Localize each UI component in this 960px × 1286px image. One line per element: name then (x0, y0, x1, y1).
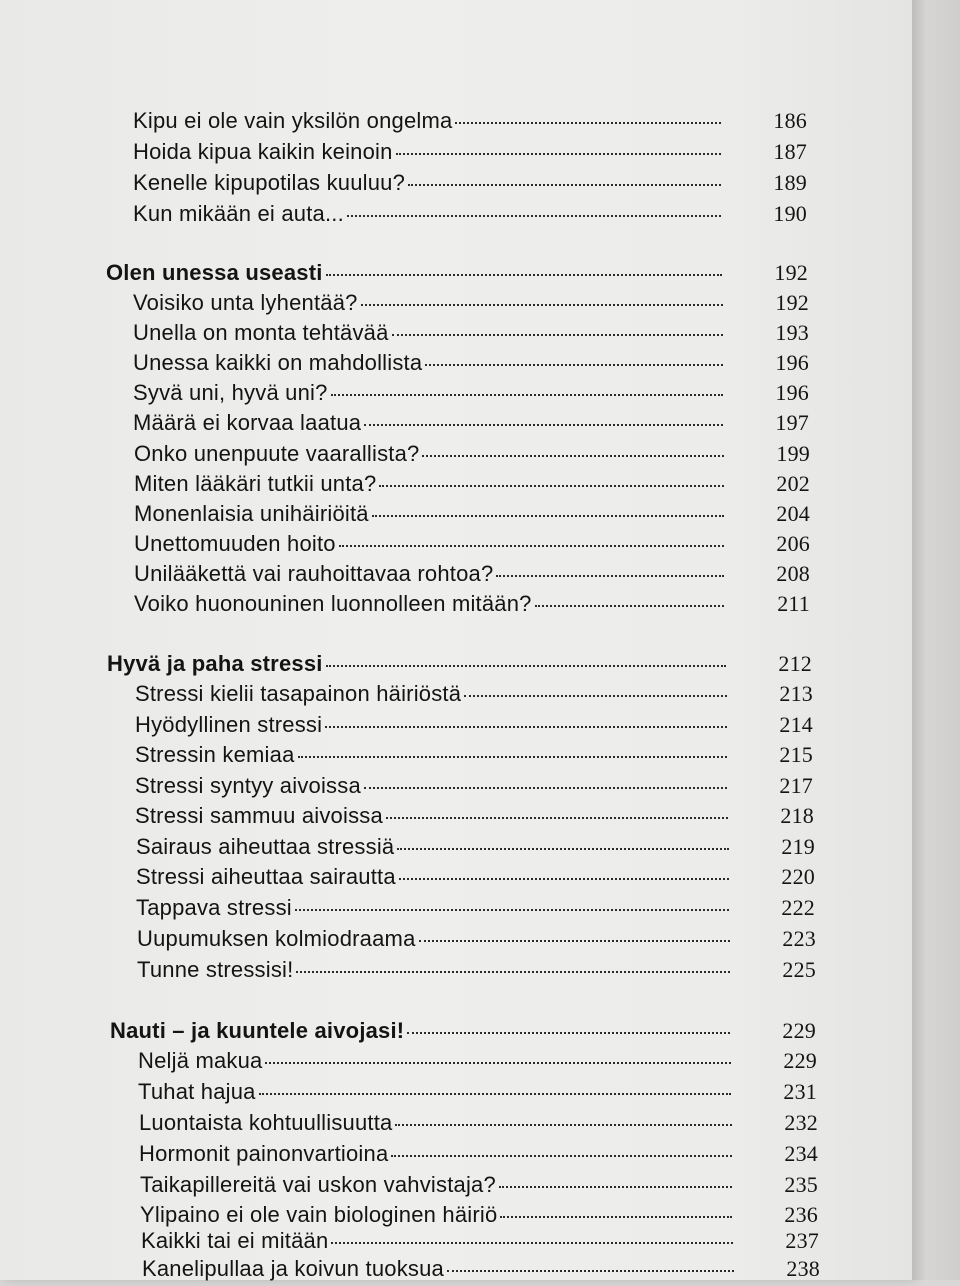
toc-chapter (110, 1018, 816, 1048)
dot-leader (379, 485, 724, 487)
dot-leader (500, 1216, 732, 1218)
toc-entry-title: Tuhat hajua (138, 1079, 256, 1104)
toc-entry-page: 211 (777, 591, 810, 616)
toc-entry-title: Stressi sammuu aivoissa (135, 803, 383, 828)
toc-entry-page: 232 (784, 1110, 818, 1135)
toc-entry (133, 410, 809, 440)
toc-entry-title: Unettomuuden hoito (134, 531, 336, 556)
toc-entry (138, 1079, 817, 1109)
toc-entry (135, 803, 814, 833)
toc-entry (133, 290, 809, 320)
toc-entry-page: 187 (773, 139, 807, 164)
toc-entry-page: 213 (779, 681, 813, 706)
toc-entry-page: 196 (775, 380, 809, 405)
toc-entry-page: 204 (776, 501, 810, 526)
toc-entry-title: Tappava stressi (136, 895, 292, 920)
dot-leader (296, 971, 730, 973)
toc-entry-title: Unilääkettä vai rauhoittavaa rohtoa? (134, 561, 494, 586)
toc-entry (133, 201, 807, 231)
dot-leader (364, 424, 723, 426)
dot-leader (295, 909, 729, 911)
dot-leader (339, 545, 724, 547)
dot-leader (347, 215, 721, 217)
toc-entry-page: 192 (775, 290, 809, 315)
toc-entry-page: 236 (784, 1202, 818, 1227)
toc-entry (135, 712, 813, 742)
toc-entry-title: Luontaista kohtuullisuutta (139, 1110, 393, 1135)
toc-entry-title: Monenlaisia unihäiriöitä (134, 501, 369, 526)
toc-entry-title: Uupumuksen kolmiodraama (137, 926, 416, 951)
dot-leader (259, 1093, 731, 1095)
toc-entry-page: 214 (779, 712, 813, 737)
toc-entry (134, 531, 810, 561)
toc-entry-page: 199 (776, 441, 810, 466)
toc-entry-title: Kenelle kipupotilas kuuluu? (133, 170, 406, 195)
toc-entry (142, 1256, 820, 1286)
toc-entry-page: 189 (773, 170, 807, 195)
dot-leader (326, 665, 726, 667)
toc-entry-title: Neljä makua (138, 1048, 263, 1073)
dot-leader (396, 153, 721, 155)
dot-leader (361, 304, 723, 306)
toc-entry (134, 471, 810, 501)
toc-entry-page: 197 (775, 410, 809, 435)
toc-entry-page: 237 (785, 1228, 819, 1253)
toc-entry-title: Hyödyllinen stressi (135, 712, 323, 737)
toc-entry (134, 561, 810, 591)
toc-entry (134, 591, 810, 621)
toc-entry-title: Hormonit painonvartioina (139, 1141, 389, 1166)
toc-entry-title: Kun mikään ei auta... (133, 201, 344, 226)
toc-entry-page: 222 (781, 895, 815, 920)
toc-entry (135, 742, 813, 772)
dot-leader (419, 940, 730, 942)
toc-entry-title: Sairaus aiheuttaa stressiä (136, 834, 395, 859)
dot-leader (372, 515, 724, 517)
book-page-edge (912, 0, 960, 1280)
toc-entry-page: 231 (783, 1079, 817, 1104)
dot-leader (496, 575, 724, 577)
dot-leader (298, 756, 727, 758)
toc-entry-title: Unessa kaikki on mahdollista (133, 350, 423, 375)
dot-leader (408, 184, 721, 186)
toc-entry (136, 895, 815, 925)
toc-entry (133, 380, 809, 410)
toc-entry-title: Unella on monta tehtävää (133, 320, 389, 345)
dot-leader (325, 726, 727, 728)
toc-entry-title: Syvä uni, hyvä uni? (133, 380, 328, 405)
toc-entry (134, 441, 810, 471)
dot-leader (364, 787, 727, 789)
dot-leader (455, 122, 721, 124)
toc-entry (138, 1048, 817, 1078)
toc-entry (139, 1110, 818, 1140)
toc-entry-page: 219 (781, 834, 815, 859)
dot-leader (464, 695, 727, 697)
toc-chapter-title: Olen unessa useasti (106, 260, 323, 285)
toc-chapter-page: 212 (778, 651, 812, 676)
dot-leader (535, 605, 724, 607)
dot-leader (395, 1124, 732, 1126)
toc-entry-page: 215 (779, 742, 813, 767)
toc-entry-page: 186 (773, 108, 807, 133)
dot-leader (331, 1242, 733, 1244)
dot-leader (425, 364, 723, 366)
dot-leader (447, 1270, 734, 1272)
toc-entry-title: Stressi aiheuttaa sairautta (136, 864, 396, 889)
toc-entry (135, 773, 813, 803)
dot-leader (331, 394, 723, 396)
toc-entry (133, 170, 807, 200)
toc-entry (134, 501, 810, 531)
toc-entry-title: Voiko huonouninen luonnolleen mitään? (134, 591, 532, 616)
toc-entry (133, 350, 809, 380)
toc-entry (133, 139, 807, 169)
toc-entry-page: 234 (784, 1141, 818, 1166)
dot-leader (265, 1062, 731, 1064)
toc-entry (136, 864, 815, 894)
toc-entry-page: 238 (786, 1256, 820, 1281)
toc-entry-page: 220 (781, 864, 815, 889)
toc-entry-page: 235 (784, 1172, 818, 1197)
toc-entry (137, 957, 816, 987)
toc-entry-page: 202 (776, 471, 810, 496)
toc-chapter-page: 229 (782, 1018, 816, 1043)
toc-entry-title: Taikapillereitä vai uskon vahvistaja? (140, 1172, 496, 1197)
toc-entry-title: Stressin kemiaa (135, 742, 295, 767)
toc-entry-page: 223 (782, 926, 816, 951)
toc-chapter (107, 651, 812, 681)
toc-entry-page: 218 (780, 803, 814, 828)
dot-leader (407, 1032, 730, 1034)
toc-entry-page: 206 (776, 531, 810, 556)
toc-entry-page: 196 (775, 350, 809, 375)
toc-entry-page: 217 (779, 773, 813, 798)
toc-entry-title: Ylipaino ei ole vain biologinen häiriö (140, 1202, 498, 1227)
toc-entry (133, 108, 807, 138)
toc-chapter (106, 260, 808, 290)
toc-entry-title: Miten lääkäri tutkii unta? (134, 471, 377, 496)
dot-leader (399, 878, 729, 880)
dot-leader (392, 334, 723, 336)
toc-entry-title: Tunne stressisi! (137, 957, 294, 982)
dot-leader (422, 455, 724, 457)
toc-entry-title: Kipu ei ole vain yksilön ongelma (133, 108, 453, 133)
toc-entry-page: 193 (775, 320, 809, 345)
toc-entry-title: Määrä ei korvaa laatua (133, 410, 362, 435)
toc-entry (135, 681, 813, 711)
toc-entry (137, 926, 816, 956)
toc-chapter-page: 192 (774, 260, 808, 285)
toc-chapter-title: Hyvä ja paha stressi (107, 651, 323, 676)
toc-entry (136, 834, 815, 864)
toc-entry-title: Onko unenpuute vaarallista? (134, 441, 420, 466)
toc-chapter-title: Nauti – ja kuuntele aivojasi! (110, 1018, 405, 1043)
toc-entry-page: 190 (773, 201, 807, 226)
toc-entry-title: Hoida kipua kaikin keinoin (133, 139, 393, 164)
dot-leader (386, 817, 728, 819)
dot-leader (326, 274, 722, 276)
toc-entry-title: Kaikki tai ei mitään (141, 1228, 329, 1253)
toc-entry (141, 1228, 819, 1258)
toc-entry-title: Stressi syntyy aivoissa (135, 773, 361, 798)
toc-entry-title: Kanelipullaa ja koivun tuoksua (142, 1256, 444, 1281)
toc-entry-page: 225 (782, 957, 816, 982)
dot-leader (499, 1186, 732, 1188)
dot-leader (397, 848, 729, 850)
toc-entry-title: Stressi kielii tasapainon häiriöstä (135, 681, 462, 706)
dot-leader (391, 1155, 732, 1157)
toc-entry (140, 1172, 818, 1202)
toc-entry (133, 320, 809, 350)
toc-entry (139, 1141, 818, 1171)
toc-entry-title: Voisiko unta lyhentää? (133, 290, 358, 315)
toc-entry-page: 208 (776, 561, 810, 586)
toc-entry-page: 229 (783, 1048, 817, 1073)
